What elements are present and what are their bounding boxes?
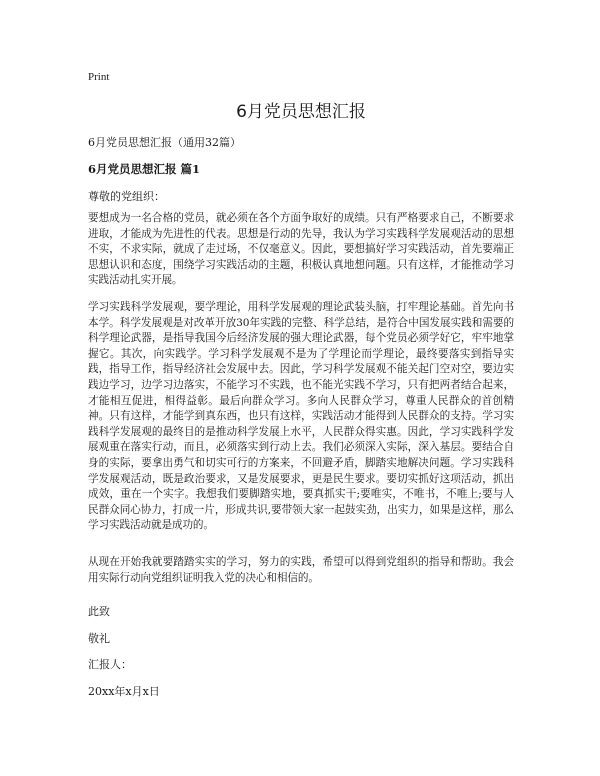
signer-label: 汇报人： <box>88 658 132 671</box>
paragraph-3: 从现在开始我就要踏踏实实的学习，努力的实践，希望可以得到党组织的指导和帮助。我会用实际行动向党组织证明我入党的决心和相信的。 <box>88 556 514 584</box>
closing-line-1: 此致 <box>88 605 110 618</box>
print-link[interactable]: Print <box>88 71 110 83</box>
document-subtitle: 6月党员思想汇报（通用32篇） <box>88 136 241 149</box>
paragraph-2: 学习实践科学发展观，要学理论，用科学发展观的理论武装头脑，打牢理论基础。首先向书本学。科学发展观是对改革开放30年实践的完整、科学总结，是符合中国发展实践和需要的科学理论武器，是指导我国今后经济发展的强大理论武器，每个党员必须学好它，牢牢地掌握它。其次，向实践学。学习科学发展观不是为了学理论而学理论，最终要落实到指导实践，指导工作，指导经济社会发展中去。因此，学习科学发展观不能关起门空对空，要边实践边学习，边学习边落实，不能学习不实践，也不能光实践不学习，只有把两者结合起来，才能相互促进，相得益彰。最后向群众学习。多向人民群众学习，尊重人民群众的首创精神。只有这样，才能学到真东西，也只有这样，实践活动才能得到人民群众的支持。学习实践科学发展观的最终目的是推动科学发展上水平，人民群众得实惠。因此，学习实践科学发展观重在落实行动，而且，必须落实到行动上去。我们必须深入实际，深入基层。要结合自身的实际，要拿出勇气和切实可行的方案来，不回避矛盾，脚踏实地解决问题。学习实践科学发展观活动，既是政治要求，又是发展要求，更是民生要求。要切实抓好这项活动，抓出成效，重在一个实字。我想我们要脚踏实地，要真抓实干;要唯实，不唯书，不唯上;要与人民群众同心协力，打成一片，形成共识,要带领大家一起鼓实劲，出实力，如果是这样，那么学习实践活动就是成功的。 <box>88 301 514 532</box>
document-title: 6月党员思想汇报 <box>236 102 366 122</box>
report-date: 20xx年x月x日 <box>88 685 160 698</box>
paragraph-1: 要想成为一名合格的党员，就必须在各个方面争取好的成绩。只有严格要求自己，不断要求进取，才能成为先进性的代表。思想是行动的先导，我认为学习实践科学发展观活动的思想不实，不求实际，就成了走过场，不仅毫意义。因此，要想搞好学习实践活动，首先要端正思想认识和态度，围绕学习实践活动的主题，积极认真地想问题。只有这样，才能推动学习实践活动扎实开展。 <box>88 212 514 287</box>
salutation: 尊敬的党组织： <box>88 190 165 203</box>
closing-line-2: 敬礼 <box>88 632 110 645</box>
section-heading: 6月党员思想汇报 篇1 <box>88 162 201 176</box>
